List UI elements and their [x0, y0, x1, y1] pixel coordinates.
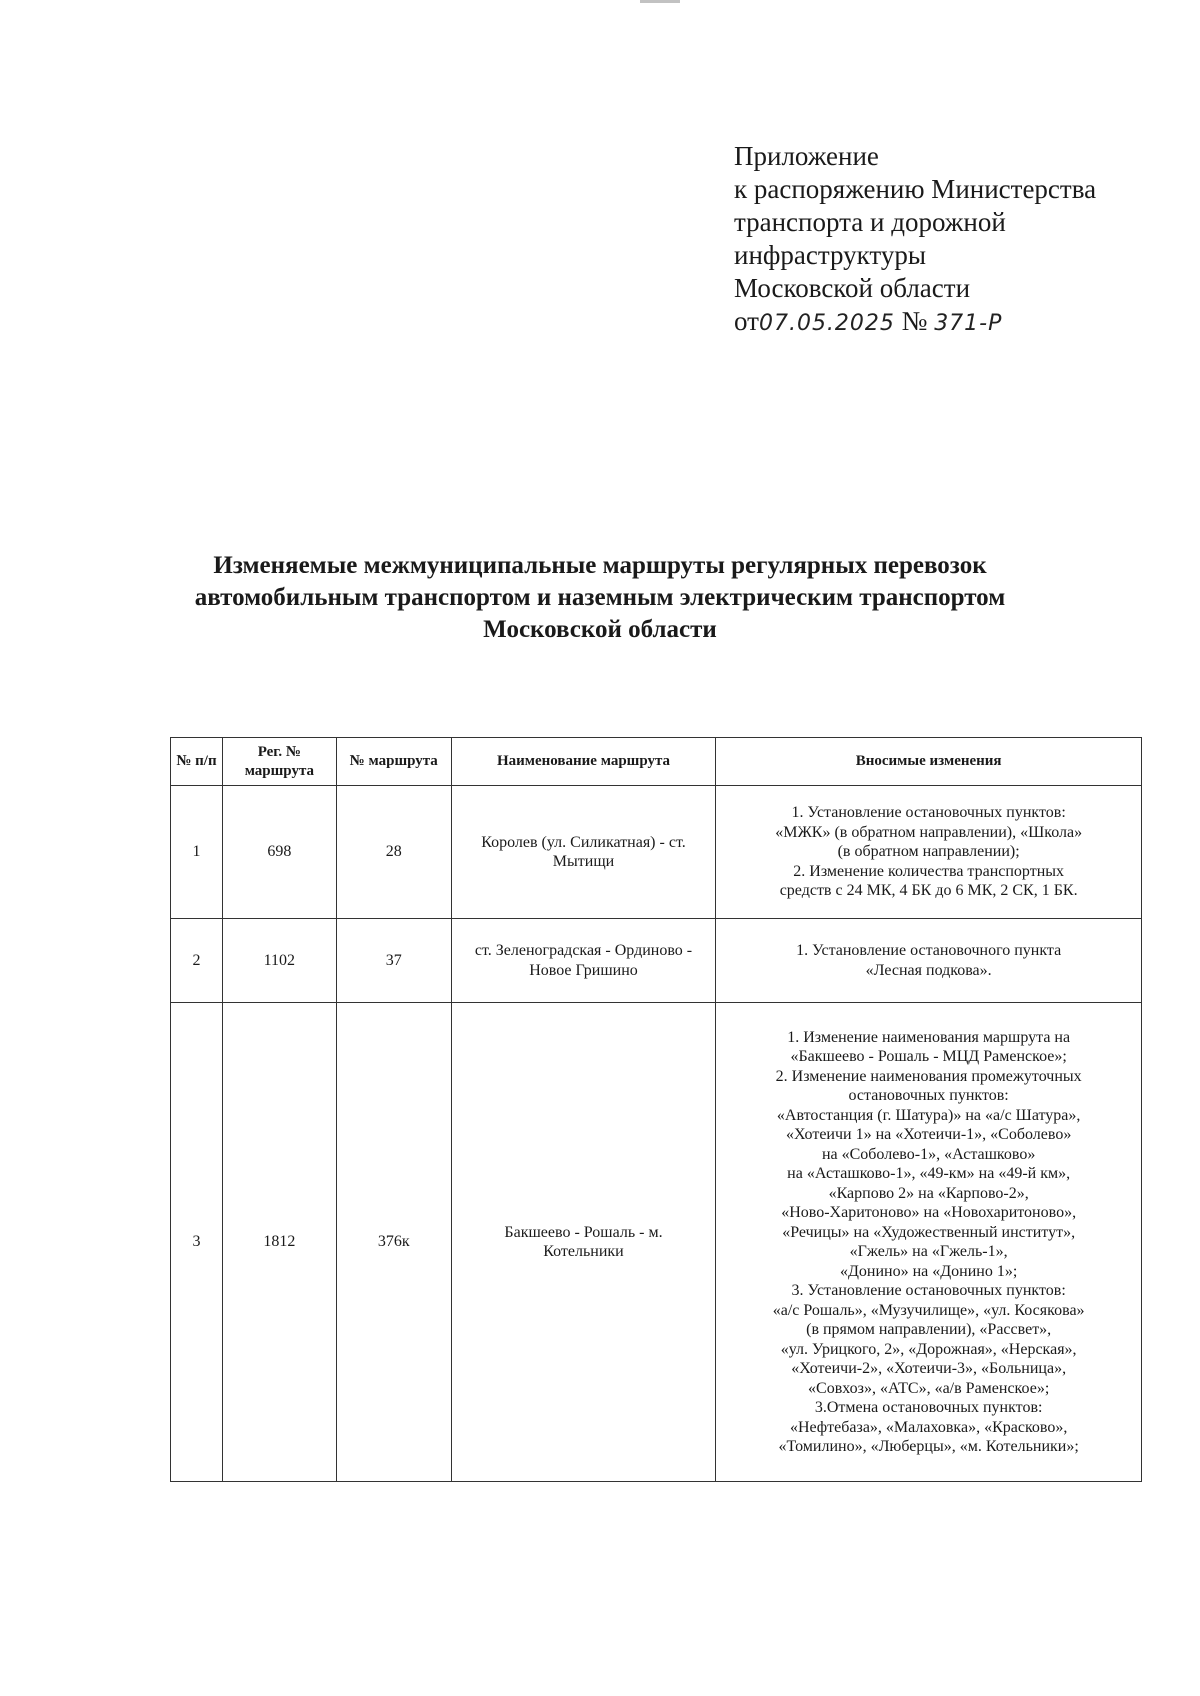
routes-table: [170, 737, 1142, 1482]
appendix-block: [734, 140, 1096, 340]
change-line: «Гжель» на «Гжель-1»,: [849, 1243, 1008, 1260]
cell-route-name: [451, 786, 716, 919]
appendix-line: Московской области: [734, 273, 971, 303]
table-row: [171, 919, 1142, 1003]
change-line: средств с 24 МК, 4 БК до 6 МК, 2 СК, 1 БК.: [779, 882, 1078, 900]
change-line: «Донино» на «Донино 1»;: [839, 1262, 1018, 1280]
cell-reg-num: 1812: [222, 1003, 336, 1482]
cell-changes: [716, 1003, 1142, 1482]
route-name-text: ст. Зеленоградская - Ординово - Новое Гришино: [474, 942, 693, 979]
cell-route-num: 28: [336, 786, 451, 919]
table-row: [171, 786, 1142, 919]
change-line: «Совхоз», «АТС», «а/в Раменское»;: [808, 1379, 1050, 1397]
date-prefix: от: [734, 306, 759, 336]
change-line: на «Асташково-1», «49-км» на «49-й км»,: [787, 1165, 1071, 1182]
handwritten-date: 07.05.2025: [758, 311, 895, 336]
cell-num: 3: [171, 1003, 223, 1482]
cell-route-num: 376к: [336, 1003, 451, 1482]
change-line: «Томилино», «Люберцы», «м. Котельники»;: [778, 1438, 1079, 1455]
cell-num: 2: [171, 919, 223, 1003]
change-line: 3. Установление остановочных пунктов:: [791, 1282, 1066, 1299]
change-line: 2. Изменение количества транспортных: [793, 862, 1065, 880]
change-line: «Хотеичи 1» на «Хотеичи-1», «Соболево»: [785, 1126, 1072, 1143]
cell-reg-num: 1102: [222, 919, 336, 1003]
change-line: (в прямом направлении), «Рассвет»,: [806, 1321, 1052, 1338]
document-title: [150, 550, 1050, 646]
header-reg-num: Рег. № маршрута: [222, 738, 336, 786]
change-line: «Бакшеево - Рошаль - МЦД Раменское»;: [790, 1048, 1067, 1065]
change-line: 1. Установление остановочного пункта: [796, 942, 1062, 959]
cell-changes: [716, 786, 1142, 919]
cell-route-num: 37: [336, 919, 451, 1003]
change-line: 2. Изменение наименования промежуточных: [775, 1067, 1082, 1085]
appendix-line: Приложение: [734, 141, 879, 171]
appendix-line: транспорта и дорожной: [734, 207, 1006, 237]
cell-route-name: [451, 1003, 716, 1482]
title-line: автомобильным транспортом и наземным электрическим транспортом: [194, 584, 1006, 611]
cell-changes: [716, 919, 1142, 1003]
cell-route-name: [451, 919, 716, 1003]
title-line: Московской области: [483, 616, 717, 643]
scan-artifact: [640, 0, 680, 3]
change-line: «Хотеичи-2», «Хотеичи-3», «Больница»,: [791, 1360, 1067, 1377]
header-num: № п/п: [171, 738, 223, 786]
change-line: «Автостанция (г. Шатура)» на «а/с Шатура»,: [776, 1106, 1081, 1124]
handwritten-number: 371-Р: [934, 311, 1003, 336]
change-line: 3.Отмена остановочных пунктов:: [814, 1399, 1043, 1416]
change-line: «Нефтебаза», «Малаховка», «Красково»,: [789, 1418, 1068, 1436]
title-line: Изменяемые межмуниципальные маршруты регулярных перевозок: [213, 552, 987, 579]
change-line: «Речицы» на «Художественный институт»,: [782, 1223, 1076, 1241]
change-line: на «Соболево-1», «Асташково»: [821, 1145, 1036, 1163]
header-changes: Вносимые изменения: [716, 738, 1142, 786]
appendix-line: инфраструктуры: [734, 240, 926, 270]
cell-reg-num: 698: [222, 786, 336, 919]
change-line: 1. Установление остановочных пунктов:: [791, 804, 1066, 822]
table-header-row: [171, 738, 1142, 786]
change-line: «Ново-Харитоново» на «Новохаритоново»,: [781, 1204, 1077, 1221]
appendix-line: к распоряжению Министерства: [734, 174, 1097, 204]
change-line: остановочных пунктов:: [848, 1087, 1009, 1104]
cell-num: 1: [171, 786, 223, 919]
change-line: 1. Изменение наименования маршрута на: [787, 1028, 1071, 1046]
change-line: «Карпово 2» на «Карпово-2»,: [828, 1184, 1029, 1202]
table-row: [171, 1003, 1142, 1482]
appendix-date-line: [734, 305, 1096, 340]
route-name-text: Бакшеево - Рошаль - м. Котельники: [504, 1223, 663, 1260]
number-prefix: №: [901, 306, 928, 336]
change-line: «ул. Урицкого, 2», «Дорожная», «Нерская»,: [780, 1340, 1077, 1358]
header-route-num: № маршрута: [336, 738, 451, 786]
header-route-name: Наименование маршрута: [451, 738, 716, 786]
change-line: «а/с Рошаль», «Музучилище», «ул. Косякова»: [772, 1301, 1085, 1319]
route-name-text: Королев (ул. Силикатная) - ст. Мытищи: [481, 833, 686, 870]
change-line: «МЖК» (в обратном направлении), «Школа»: [775, 823, 1083, 841]
change-line: «Лесная подкова».: [865, 961, 992, 979]
change-line: (в обратном направлении);: [837, 843, 1020, 861]
